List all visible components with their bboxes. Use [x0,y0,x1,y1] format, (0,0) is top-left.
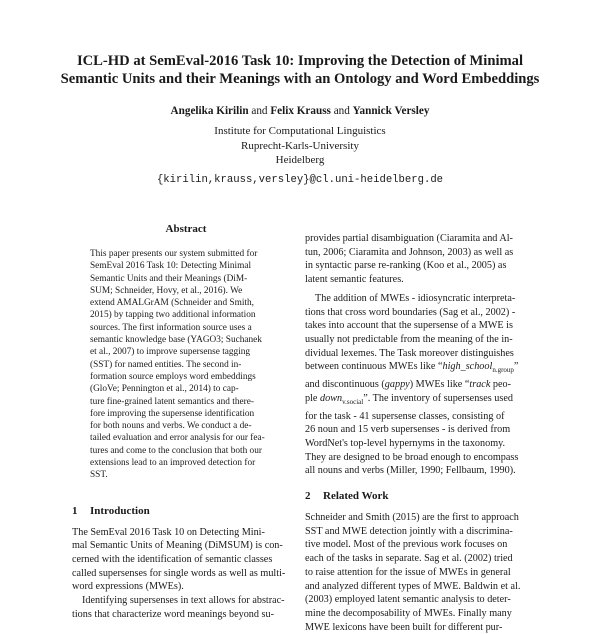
abstract-line: This paper presents our system submitted for [90,249,258,259]
section-heading-related-work [305,489,533,503]
abstract-line: fore improving the supersense identification [90,408,255,419]
text-fragment: and discontinuous ( [305,379,385,391]
example-mwe: high_school [442,361,493,373]
text-line [305,360,533,378]
text-line: mine the decomposability of MWEs. Finally many [305,607,512,619]
text-line: usually not predictable from the meaning of the in- [305,333,513,345]
abstract-line: et al., 2007) to improve supersense tagging [90,347,251,358]
text-line: each of the tasks in separate. Sag et al. (2002) tried [305,553,513,565]
author-email: {kirilin,krauss,versley}@cl.uni-heidelberg.de [156,174,444,186]
abstract-line: ture fine-grained latent semantics and there- [90,396,254,407]
text-line: mal Semantic Units of Meaning (DiMSUM) is con- [72,540,283,552]
abstract-line: for both nouns and verbs. We conduct a de- [90,421,252,432]
text-line: They are designed to be broad enough to encompass [305,451,519,463]
text-fragment: ”. The inventory of supersenses used [363,392,513,404]
text-line: and analyzed different types of MWE. Baldwin et al. [305,580,521,592]
text-line [305,392,533,410]
abstract-line: SST. [90,470,108,481]
section-title: Introduction [90,504,150,517]
text-fragment: ple [305,392,320,404]
text-fragment: ” [513,361,519,373]
text-fragment: peo- [490,379,511,391]
abstract-line: SUM; Schneider, Hovy, et al., 2016). We [90,285,243,296]
text-line: Identifying supersenses in text allows for abstrac- [82,595,285,607]
abstract-body [72,248,300,482]
abstract-line: extend AMALGrAM (Schneider and Smith, [90,298,254,309]
text-line: word expressions (MWEs). [72,581,184,593]
right-column [305,232,533,634]
text-line: to raise attention for the issue of MWEs in general [305,566,511,578]
abstract-line: (SST) for named entities. The second in- [90,359,242,370]
author-list [40,104,560,118]
text-line: MWE lexicons have been built for different pur- [305,621,503,633]
author-separator: and [251,105,268,117]
abstract-line: semantic knowledge base (YAGO3; Suchanek [90,335,262,346]
abstract-line: tailed evaluation and error analysis for our fea- [90,433,265,444]
right-column-body [305,232,533,478]
text-line: for the task - 41 supersense classes, consisting of [305,410,505,422]
text-line: tive model. Most of the previous work focuses on [305,539,508,551]
paper-title [40,52,560,88]
section-number: 2 [305,490,311,503]
introduction-body [72,526,300,622]
section-title: Related Work [323,490,389,503]
left-column [72,222,300,622]
abstract-heading: Abstract [165,223,207,235]
text-line: tions that characterize word meanings beyond su- [72,608,274,620]
text-line: WordNet's top-level hypernyms in the taxonomy. [305,437,506,449]
text-line: dividual lexemes. The Task moreover distinguishes [305,347,514,359]
section-number: 1 [72,504,78,517]
abstract-line: extensions lead to an improved detection for [90,458,256,469]
affiliation-line: Ruprecht-Karls-University [241,139,359,152]
text-line: latent semantic features. [305,274,404,286]
text-line: Schneider and Smith (2015) are the first to approach [305,512,519,524]
abstract-line: sources. The first information source uses a [90,322,252,333]
supersense-label: n.group [492,366,514,375]
text-fragment: ) MWEs like “ [409,379,470,391]
abstract-line: SemEval 2016 Task 10: Detecting Minimal [90,261,252,272]
text-line: The SemEval 2016 Task 10 on Detecting Mini- [72,526,265,538]
section-heading-introduction [72,504,300,518]
abstract-line: formation source employs word embeddings [90,371,256,382]
text-line: The addition of MWEs - idiosyncratic interpreta- [315,292,516,304]
affiliation-line: Institute for Computational Linguistics [214,125,386,137]
text-line: takes into account that the supersense of a MWE is [305,320,513,332]
example-mwe: track [469,379,491,391]
title-line: ICL-HD at SemEval-2016 Task 10: Improving the Detection of Minimal [76,53,524,69]
text-line: SST and MWE detection jointly with a discrimina- [305,525,513,537]
related-work-body [305,511,533,634]
example-mwe: down [320,392,343,404]
author-name: Yannick Versley [352,105,430,117]
text-line: 26 noun and 15 verb supersenses - is derived from [305,424,511,436]
author-name: Angelika Kirilin [170,105,249,117]
affiliation-line: Heidelberg [275,154,325,167]
abstract-line: tures and come to the conclusion that both our [90,445,262,456]
text-line: in syntactic parse re-ranking (Koo et al., 2005) as [305,260,507,272]
text-line: all nouns and verbs (Miller, 1990; Fellbaum, 1990). [305,465,516,477]
text-line [305,378,533,392]
affiliation [40,124,560,168]
abstract-line: Semantic Units and their Meanings (DiM- [90,273,248,284]
text-line: (2003) employed latent semantic analysis to deter- [305,594,511,606]
abstract-line: (GloVe; Pennington et al., 2014) to cap- [90,384,239,395]
text-line: tun, 2006; Ciaramita and Johnson, 2003) as well as [305,246,514,258]
author-name: Felix Krauss [270,105,331,117]
emphasis: gappy [384,379,410,391]
text-line: provides partial disambiguation (Ciaramita and Al- [305,233,513,244]
text-line: called supersenses for single words as well as multi- [72,567,286,579]
text-line: tions that cross word boundaries (Sag et al., 2002) - [305,306,516,318]
supersense-label: v.social [342,397,364,406]
author-separator: and [333,105,350,117]
text-fragment: between continuous MWEs like “ [305,361,443,373]
text-line: cerned with the identification of semantic classes [72,554,273,566]
abstract-line: 2015) by tapping two additional information [90,310,256,321]
title-line: Semantic Units and their Meanings with an Ontology and Word Embeddings [60,71,540,87]
